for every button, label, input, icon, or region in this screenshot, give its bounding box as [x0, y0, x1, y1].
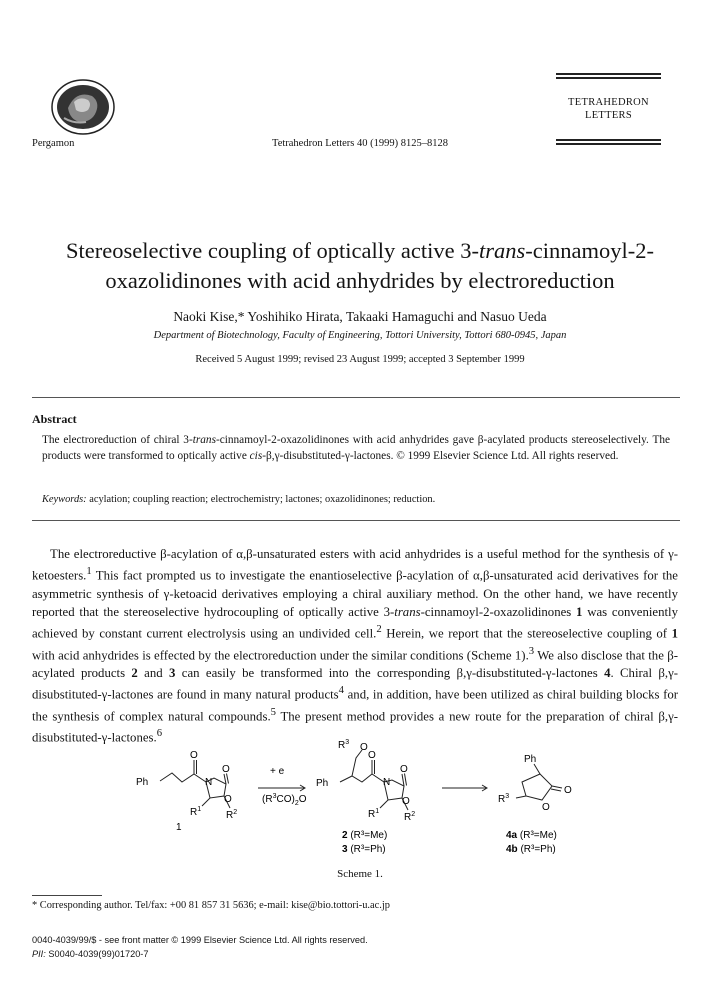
publisher-logo — [50, 78, 116, 136]
footnote-rule — [32, 895, 102, 896]
body-text: We also disclose that the β-acylated products — [32, 647, 678, 681]
compound-number: 4a — [506, 830, 518, 841]
body-paragraph — [32, 545, 678, 747]
citation-ref: 6 — [156, 728, 163, 740]
abstract-italic-2: cis — [249, 450, 263, 462]
brand-rule-bottom — [556, 139, 661, 147]
r-letter: R — [190, 807, 198, 818]
r-letter: R — [226, 810, 234, 821]
r-letter: R — [368, 809, 376, 820]
title-text-2: -cinnamoyl-2-oxazolidinones with acid anhydrides by electroreduction — [105, 238, 654, 293]
compound-number: 3 — [342, 844, 348, 855]
compound-number: 2 — [342, 830, 348, 841]
label-ph: Ph — [136, 777, 149, 788]
body-text: was conveniently achieved by constant current electrolysis using an undivided cell. — [32, 604, 678, 641]
label-n: N — [383, 777, 391, 788]
compound-ref: 1 — [671, 626, 678, 641]
compound-substituent: (R³=Ph) — [517, 844, 556, 855]
body-text: Herein, we report that the stereoselective coupling of — [381, 626, 672, 641]
body-text: and, in addition, have been utilized as chiral building blocks for the synthesis of complex natural compounds. — [32, 687, 679, 723]
label-r2 — [404, 811, 415, 823]
label-r3 — [338, 739, 349, 751]
r-letter: R — [404, 812, 412, 823]
body-text: This fact prompted us to investigate the enantioselective β-acylation of α,β-unsaturated acid derivatives for the asymmetric synthesis of γ-ketoacid derivatives employing a chiral auxiliary method. On the other hand, we have recently reported that the stereoselective hydrocoupling of optically active 3- — [32, 568, 678, 619]
received-dates: Received 5 August 1999; revised 23 August 1999; accepted 3 September 1999 — [195, 354, 525, 365]
reagent-text: (R — [262, 794, 273, 805]
label-r1 — [368, 808, 379, 820]
label-r1 — [190, 806, 201, 818]
r-sup: 2 — [411, 811, 416, 818]
body-text: . Chiral β,γ-disubstituted-γ-lactones are found in many natural products — [32, 666, 678, 702]
article-title — [40, 236, 680, 296]
label-o: O — [564, 785, 572, 796]
compound-ref: 2 — [131, 666, 138, 681]
compound-substituent: (R³=Me) — [347, 830, 388, 841]
bond — [160, 773, 206, 782]
body-text: -cinnamoyl-2-oxazolidinones — [420, 604, 577, 619]
abstract-part-3: -β,γ-disubstituted-γ-lactones. © 1999 Elsevier Science Ltd. All rights reserved. — [262, 450, 619, 462]
brand-rule-top — [556, 73, 661, 81]
compound-ref: 3 — [169, 666, 176, 681]
r-letter: R — [338, 740, 346, 751]
label-ph: Ph — [316, 778, 329, 789]
bond — [352, 750, 362, 776]
bond — [340, 774, 384, 782]
pii-value: S0040-4039(99)01720-7 — [45, 949, 149, 959]
label-r3 — [498, 793, 509, 805]
reagent-text: O — [298, 794, 307, 805]
journal-citation: Tetrahedron Letters 40 (1999) 8125–8128 — [272, 138, 448, 149]
keywords-label: Keywords: — [42, 494, 87, 505]
compound-label-4b — [506, 844, 556, 855]
reagent-anhydride — [262, 793, 307, 807]
label-o: O — [542, 802, 550, 813]
body-text: with acid anhydrides is effected by the electroreduction under the similar conditions (Scheme 1). — [32, 647, 529, 662]
label-o: O — [402, 796, 410, 807]
reagent-sub: 2 — [294, 800, 299, 807]
title-text-1: Stereoselective coupling of optically active 3- — [66, 238, 479, 263]
citation-ref: 5 — [270, 706, 276, 718]
bond — [194, 760, 197, 774]
citation-ref: 4 — [338, 685, 344, 697]
title-text-italic: trans — [479, 238, 526, 263]
r-sup: 1 — [375, 808, 380, 815]
r-letter: R — [498, 794, 506, 805]
label-n: N — [205, 777, 213, 788]
reaction-scheme — [110, 738, 630, 864]
pii-line — [32, 949, 148, 959]
abstract-rule-top — [32, 397, 680, 398]
label-o: O — [224, 794, 232, 805]
affiliation: Department of Biotechnology, Faculty of Engineering, Tottori University, Tottori 680-0945, Japan — [153, 330, 567, 341]
reagent-text: CO) — [276, 794, 295, 805]
compound-ref: 4 — [604, 666, 611, 681]
label-o: O — [400, 764, 408, 775]
label-o: O — [190, 750, 198, 761]
label-r2 — [226, 809, 237, 821]
label-o: O — [222, 764, 230, 775]
compound-number-1: 1 — [176, 822, 182, 833]
body-text: The electroreductive β-acylation of α,β-unsaturated esters with acid anhydrides is a useful method for the synthesis of γ-ketoesters. — [32, 547, 678, 583]
brand-line-1: TETRAHEDRON — [568, 97, 649, 108]
compound-label-4a — [506, 830, 557, 841]
body-italic: trans — [394, 604, 421, 619]
abstract-text — [42, 432, 670, 464]
bond — [551, 786, 562, 791]
label-o: O — [360, 742, 368, 753]
compound-label-2 — [342, 830, 387, 841]
compound-number: 4b — [506, 844, 518, 855]
r-sup: 2 — [233, 809, 238, 816]
corresponding-author-footnote: * Corresponding author. Tel/fax: +00 81 857 31 5636; e-mail: kise@bio.tottori-u.ac.jp — [32, 900, 390, 911]
bond — [402, 774, 407, 787]
compound-ref: 1 — [576, 604, 583, 619]
body-text: The present method provides a new route for the preparation of chiral β,γ-disubstituted-γ-lactones. — [32, 708, 678, 745]
body-text: can easily be transformed into the corresponding β,γ-disubstituted-γ-lactones — [175, 666, 605, 681]
keywords — [42, 494, 670, 505]
abstract-heading: Abstract — [32, 412, 77, 426]
citation-ref: 2 — [376, 624, 382, 636]
abstract-part-1: The electroreduction of chiral 3- — [42, 434, 193, 446]
compound-substituent: (R³=Ph) — [347, 844, 386, 855]
pii-label: PII: — [32, 949, 46, 959]
lactone-ring — [522, 774, 552, 800]
citation-ref: 1 — [86, 566, 92, 578]
bond — [516, 764, 540, 798]
r-sup: 3 — [345, 739, 350, 746]
publisher-name: Pergamon — [32, 138, 75, 149]
issn-line: 0040-4039/99/$ - see front matter © 1999 Elsevier Science Ltd. All rights reserved. — [32, 935, 368, 945]
abstract-part-2: -cinnamoyl-2-oxazolidinones with acid anhydrides gave β-acylated products stereoselectively. The products were transformed to optically active — [42, 434, 671, 462]
bond — [224, 774, 229, 785]
bond — [372, 760, 375, 774]
reagent-electron: + e — [270, 766, 285, 777]
reagent-sup: 3 — [272, 793, 277, 800]
journal-brand — [556, 96, 661, 122]
r-sup: 3 — [505, 793, 510, 800]
abstract-rule-bottom — [32, 520, 680, 521]
label-ph: Ph — [524, 754, 537, 765]
compound-label-3 — [342, 844, 386, 855]
citation-ref: 3 — [528, 645, 535, 657]
abstract-italic-1: trans — [192, 434, 216, 446]
compound-substituent: (R³=Me) — [517, 830, 557, 841]
brand-line-2: LETTERS — [584, 110, 632, 121]
scheme-caption: Scheme 1. — [337, 868, 383, 880]
label-o: O — [368, 750, 376, 761]
author-list: Naoki Kise,* Yoshihiko Hirata, Takaaki Hamaguchi and Nasuo Ueda — [173, 309, 547, 324]
keywords-list: acylation; coupling reaction; electrochemistry; lactones; oxazolidinones; reduction. — [86, 494, 436, 505]
r-sup: 1 — [197, 806, 202, 813]
body-text: and — [137, 666, 170, 681]
